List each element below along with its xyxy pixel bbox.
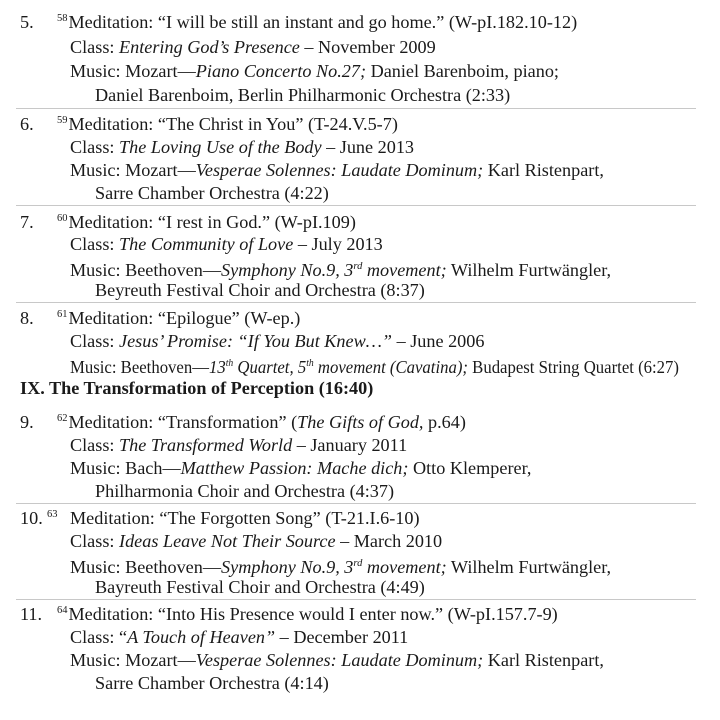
class-title: Jesus’ Promise: “If You But Knew…” bbox=[119, 331, 393, 351]
class-label: Class: bbox=[70, 531, 120, 551]
music-work bbox=[209, 357, 468, 377]
track-number: 11. bbox=[20, 604, 43, 624]
class-date: – December 2011 bbox=[275, 627, 409, 647]
music-continuation: Beyreuth Festival Choir and Orchestra (8:37) bbox=[95, 280, 425, 300]
footnote-marker: 62 bbox=[57, 413, 68, 424]
music-performers: Otto Klemperer, bbox=[408, 458, 532, 478]
class-date: – June 2006 bbox=[392, 331, 485, 351]
music-continuation: Philharmonia Choir and Orchestra (4:37) bbox=[95, 481, 395, 501]
track-number: 8. bbox=[20, 308, 34, 328]
music-performers: Wilhelm Furtwängler, bbox=[446, 557, 612, 577]
music-continuation: Sarre Chamber Orchestra (4:14) bbox=[95, 673, 329, 693]
footnote-marker: 58 bbox=[57, 13, 68, 24]
music-line bbox=[70, 552, 611, 576]
ordinal-superscript: rd bbox=[353, 261, 363, 272]
meditation-source-title: The Gifts of God, bbox=[297, 412, 424, 432]
music-line bbox=[70, 158, 604, 182]
music-composer: Music: Mozart— bbox=[70, 61, 196, 81]
class-line bbox=[70, 625, 408, 649]
meditation-text: Meditation: “Into His Presence would I enter now.” (W-pI.157.7-9) bbox=[68, 604, 558, 624]
music-line bbox=[70, 352, 720, 376]
meditation-line bbox=[57, 602, 558, 626]
divider bbox=[16, 503, 696, 504]
music-performers: Daniel Barenboim, piano; bbox=[366, 61, 559, 81]
class-line bbox=[70, 35, 436, 59]
class-date: – January 2011 bbox=[292, 435, 408, 455]
meditation-text: Meditation: “Transformation” ( bbox=[68, 412, 298, 432]
class-line bbox=[70, 329, 484, 353]
music-work: Matthew Passion: Mache dich; bbox=[180, 458, 409, 478]
footnote-marker: 64 bbox=[57, 605, 68, 616]
class-title: A Touch of Heaven” bbox=[127, 627, 276, 647]
class-title: Entering God’s Presence bbox=[119, 37, 300, 57]
divider bbox=[16, 302, 696, 303]
class-line bbox=[70, 232, 383, 256]
class-label: Class: bbox=[70, 37, 120, 57]
music-continuation: Daniel Barenboim, Berlin Philharmonic Orchestra (2:33) bbox=[95, 85, 511, 105]
meditation-text: Meditation: “I rest in God.” (W-pI.109) bbox=[68, 212, 356, 232]
class-date: – July 2013 bbox=[293, 234, 383, 254]
class-date: – March 2010 bbox=[335, 531, 443, 551]
footnote-marker: 60 bbox=[57, 213, 68, 224]
music-composer: Music: Mozart— bbox=[70, 650, 196, 670]
meditation-line bbox=[57, 112, 398, 136]
music-line bbox=[70, 648, 604, 672]
class-date: – June 2013 bbox=[321, 137, 415, 157]
music-work: Vesperae Solennes: Laudate Dominum; bbox=[195, 160, 484, 180]
music-work-part: movement (Cavatina); bbox=[313, 357, 468, 377]
footnote-marker: 61 bbox=[57, 309, 68, 320]
music-composer: Music: Beethoven— bbox=[70, 557, 222, 577]
class-label: Class: “ bbox=[70, 627, 128, 647]
music-line bbox=[70, 59, 559, 83]
class-title: The Transformed World bbox=[119, 435, 293, 455]
music-work-part: 13 bbox=[208, 357, 226, 377]
music-continuation: Bayreuth Festival Choir and Orchestra (4:49) bbox=[95, 577, 425, 597]
track-number: 6. bbox=[20, 114, 34, 134]
music-work-part: Symphony No.9, 3 bbox=[221, 260, 354, 280]
music-composer: Music: Beethoven— bbox=[70, 260, 222, 280]
class-title: Ideas Leave Not Their Source bbox=[119, 531, 336, 551]
music-work-part: Symphony No.9, 3 bbox=[221, 557, 354, 577]
class-line bbox=[70, 135, 414, 159]
music-work-part: movement; bbox=[362, 557, 447, 577]
meditation-line bbox=[57, 410, 466, 434]
class-line bbox=[70, 529, 442, 553]
music-performers: Karl Ristenpart, bbox=[483, 160, 604, 180]
music-work: Vesperae Solennes: Laudate Dominum; bbox=[195, 650, 484, 670]
class-title: The Community of Love bbox=[119, 234, 294, 254]
music-work: Piano Concerto No.27; bbox=[195, 61, 367, 81]
track-number: 5. bbox=[20, 12, 34, 32]
music-work-part: Quartet, 5 bbox=[233, 357, 307, 377]
music-composer: Music: Beethoven— bbox=[70, 357, 209, 377]
track-number: 7. bbox=[20, 212, 34, 232]
meditation-line: Meditation: “The Forgotten Song” (T-21.I.6-10) bbox=[70, 508, 420, 528]
class-line bbox=[70, 433, 407, 457]
music-work bbox=[221, 557, 447, 577]
ordinal-superscript: th bbox=[306, 358, 314, 369]
meditation-line bbox=[57, 10, 577, 34]
track-number: 10. bbox=[20, 508, 43, 528]
music-performers: Karl Ristenpart, bbox=[483, 650, 604, 670]
divider bbox=[16, 205, 696, 206]
music-line bbox=[70, 255, 611, 279]
divider bbox=[16, 599, 696, 600]
class-label: Class: bbox=[70, 137, 120, 157]
meditation-line bbox=[57, 306, 300, 330]
class-label: Class: bbox=[70, 435, 120, 455]
meditation-text: Meditation: “Epilogue” (W-ep.) bbox=[68, 308, 301, 328]
divider bbox=[16, 108, 696, 109]
ordinal-superscript: th bbox=[225, 358, 234, 369]
section-heading: IX. The Transformation of Perception (16:40) bbox=[20, 378, 374, 398]
music-composer: Music: Mozart— bbox=[70, 160, 196, 180]
meditation-text: Meditation: “I will be still an instant and go home.” (W-pI.182.10-12) bbox=[68, 12, 578, 32]
meditation-text: Meditation: “The Christ in You” (T-24.V.5-7) bbox=[68, 114, 398, 134]
class-date: – November 2009 bbox=[299, 37, 436, 57]
class-label: Class: bbox=[70, 331, 120, 351]
music-performers: Wilhelm Furtwängler, bbox=[446, 260, 612, 280]
music-line bbox=[70, 456, 531, 480]
meditation-source-page: p.64) bbox=[423, 412, 466, 432]
track-number: 9. bbox=[20, 412, 34, 432]
class-title: The Loving Use of the Body bbox=[119, 137, 322, 157]
meditation-line bbox=[57, 210, 356, 234]
music-composer: Music: Bach— bbox=[70, 458, 181, 478]
class-label: Class: bbox=[70, 234, 120, 254]
music-continuation: Sarre Chamber Orchestra (4:22) bbox=[95, 183, 329, 203]
ordinal-superscript: rd bbox=[353, 558, 363, 569]
footnote-marker: 63 bbox=[47, 509, 58, 520]
music-work-part: movement; bbox=[362, 260, 447, 280]
music-performers: Budapest String Quartet (6:27) bbox=[467, 357, 679, 377]
footnote-line bbox=[47, 506, 59, 530]
music-work bbox=[221, 260, 447, 280]
footnote-marker: 59 bbox=[57, 115, 68, 126]
